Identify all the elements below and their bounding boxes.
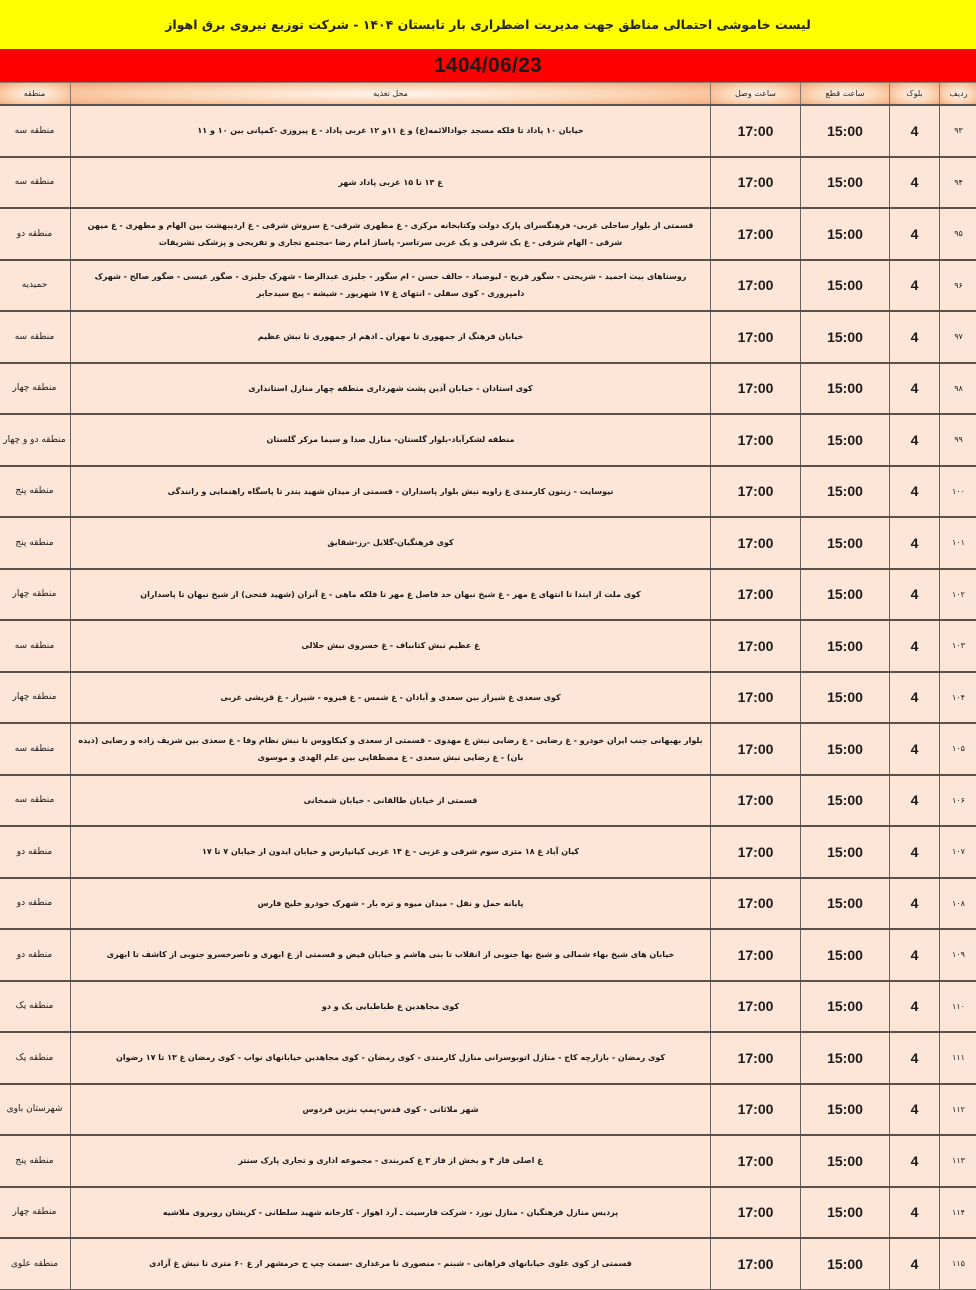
- zone-cell: منطقه دو و چهار: [0, 414, 71, 466]
- zone-cell: منطقه دو: [0, 929, 71, 981]
- zone-cell: منطقه دو: [0, 826, 71, 878]
- zone-cell: منطقه چهار: [0, 363, 71, 415]
- zone-cell: منطقه سه: [0, 723, 71, 775]
- cut-time-cell: 15:00: [801, 105, 890, 157]
- row-number-cell: ۹۶: [940, 260, 976, 312]
- block-cell: 4: [890, 672, 940, 724]
- schedule-date: 1404/06/23: [434, 54, 542, 78]
- location-cell: غ ۱۳ تا ۱۵ غربی پاداد شهر: [71, 157, 711, 209]
- cut-time-cell: 15:00: [801, 517, 890, 569]
- table-row: [0, 620, 976, 672]
- cut-time-cell: 15:00: [801, 620, 890, 672]
- location-cell: خیابان ۱۰ پاداد تا فلکه مسجد جوادالائمه(ع) و غ ۱۱و ۱۲ غربی پاداد - غ پیروزی -کمپانی بین ۱۰ و ۱۱: [71, 105, 711, 157]
- block-cell: 4: [890, 723, 940, 775]
- cut-time-cell: 15:00: [801, 1084, 890, 1136]
- location-cell: پردیس منازل فرهنگیان - منازل نورد - شرکت فارسیت ـ آرد اهواز - کارخانه شهید سلطانی - کریشان روبروی ملاشیه: [71, 1187, 711, 1239]
- table-row: [0, 363, 976, 415]
- location-cell: قسمتی از کوی علوی خیابانهای فراهانی - شبنم - منصوری تا مرغداری -سمت چپ ج خرمشهر از غ ۶۰ متری تا نبش غ آزادی: [71, 1238, 711, 1289]
- table-row: [0, 723, 976, 775]
- cut-time-cell: 15:00: [801, 260, 890, 312]
- table-row: [0, 157, 976, 209]
- zone-cell: منطقه دو: [0, 208, 71, 260]
- row-number-cell: ۱۰۱: [940, 517, 976, 569]
- zone-cell: منطقه سه: [0, 620, 71, 672]
- row-number-cell: ۱۰۶: [940, 775, 976, 827]
- block-cell: 4: [890, 157, 940, 209]
- zone-cell: منطقه یک: [0, 1032, 71, 1084]
- block-cell: 4: [890, 363, 940, 415]
- row-number-cell: ۱۱۱: [940, 1032, 976, 1084]
- block-cell: 4: [890, 260, 940, 312]
- location-cell: روستاهای بیت احمید - شریحتی - سگور فریح - لیوصیاد - حالف حسن - ام سگور - جلیزی عبدالرضا - شهرک جلیزی - صگور عیسی - صگور صالح - شهرک دامپروری - کوی سفلی - انتهای غ ۱۷ شهریور - شیشه - پیچ سیدجابر: [71, 260, 711, 312]
- zone-cell: شهرستان باوی: [0, 1084, 71, 1136]
- connect-time-cell: 17:00: [711, 1187, 801, 1239]
- location-cell: خیابان های شیخ بهاء شمالی و شیخ بها جنوبی از انقلاب تا بنی هاشم و خیابان فیض و قسمتی از غ ابهری و ناصرخسرو جنوبی از کاشف تا ابهری: [71, 929, 711, 981]
- connect-time-cell: 17:00: [711, 1032, 801, 1084]
- table-row: [0, 105, 976, 157]
- cut-time-cell: 15:00: [801, 878, 890, 930]
- connect-time-cell: 17:00: [711, 466, 801, 518]
- table-row: [0, 878, 976, 930]
- table-row: [0, 1187, 976, 1239]
- row-number-cell: ۱۰۷: [940, 826, 976, 878]
- connect-time-cell: 17:00: [711, 775, 801, 827]
- zone-cell: منطقه چهار: [0, 1187, 71, 1239]
- location-cell: قسمتی از بلوار ساحلی غربی- فرهنگسرای پارک دولت وکتابخانه مرکزی - غ مطهری شرقی- غ سروش شرقی - غ اردیبهشت بین الهام و مطهری - غ میهن شرقی - الهام شرقی - غ یک شرقی و یک غربی سرتاسر- پاساژ امام رضا -مجتمع تجاری و تفریحی و پزشکی تشریفات: [71, 208, 711, 260]
- connect-time-cell: 17:00: [711, 723, 801, 775]
- connect-time-cell: 17:00: [711, 1135, 801, 1187]
- row-number-cell: ۱۰۰: [940, 466, 976, 518]
- cut-time-cell: 15:00: [801, 1187, 890, 1239]
- row-number-cell: ۱۱۲: [940, 1084, 976, 1136]
- zone-cell: منطقه چهار: [0, 672, 71, 724]
- block-cell: 4: [890, 1084, 940, 1136]
- location-cell: کوی رمضان - بازارچه کاج - منازل اتوبوسرانی منازل کارمندی - کوی رمضان - کوی مجاهدین خیابانهای نواب - کوی رمضان غ ۱۳ تا ۱۷ رضوان: [71, 1032, 711, 1084]
- connect-time-cell: 17:00: [711, 569, 801, 621]
- row-number-cell: ۹۷: [940, 311, 976, 363]
- document-title: لیست خاموشی احتمالی مناطق جهت مدیریت اضطراری بار تابستان ۱۴۰۴ - شرکت توزیع نیروی برق اهواز: [165, 17, 811, 32]
- row-number-cell: ۱۰۵: [940, 723, 976, 775]
- block-cell: 4: [890, 1135, 940, 1187]
- zone-cell: منطقه پنج: [0, 466, 71, 518]
- table-row: [0, 1238, 976, 1289]
- connect-time-cell: 17:00: [711, 517, 801, 569]
- zone-cell: منطقه دو: [0, 878, 71, 930]
- location-cell: غ عظیم نبش کتانباف - غ خسروی نبش حلالی: [71, 620, 711, 672]
- header-location: محل تغذیه: [71, 83, 711, 106]
- location-cell: نیوسایت - زیتون کارمندی غ زاویه نبش بلوار پاسداران - قسمتی از میدان شهید بندر تا پاسگاه راهنمایی و رانندگی: [71, 466, 711, 518]
- cut-time-cell: 15:00: [801, 208, 890, 260]
- cut-time-cell: 15:00: [801, 466, 890, 518]
- row-number-cell: ۹۳: [940, 105, 976, 157]
- connect-time-cell: 17:00: [711, 311, 801, 363]
- connect-time-cell: 17:00: [711, 260, 801, 312]
- table-row: [0, 414, 976, 466]
- location-cell: کوی استادان - خیابان آذین پشت شهرداری منطقه چهار منازل استانداری: [71, 363, 711, 415]
- table-row: [0, 826, 976, 878]
- cut-time-cell: 15:00: [801, 929, 890, 981]
- date-bar: [0, 49, 976, 82]
- row-number-cell: ۹۹: [940, 414, 976, 466]
- cut-time-cell: 15:00: [801, 1135, 890, 1187]
- block-cell: 4: [890, 517, 940, 569]
- cut-time-cell: 15:00: [801, 672, 890, 724]
- location-cell: خیابان فرهنگ از جمهوری تا مهران ـ ادهم از جمهوری تا نبش عظیم: [71, 311, 711, 363]
- block-cell: 4: [890, 1032, 940, 1084]
- table-row: [0, 466, 976, 518]
- location-cell: پایانه حمل و نقل - میدان میوه و تره بار - شهرک خودرو خلیج فارس: [71, 878, 711, 930]
- table-row: [0, 929, 976, 981]
- table-row: [0, 981, 976, 1033]
- block-cell: 4: [890, 929, 940, 981]
- row-number-cell: ۹۸: [940, 363, 976, 415]
- cut-time-cell: 15:00: [801, 414, 890, 466]
- connect-time-cell: 17:00: [711, 208, 801, 260]
- connect-time-cell: 17:00: [711, 878, 801, 930]
- block-cell: 4: [890, 311, 940, 363]
- cut-time-cell: 15:00: [801, 569, 890, 621]
- connect-time-cell: 17:00: [711, 105, 801, 157]
- location-cell: کوی فرهنگیان-گلایل -رز-شقایق: [71, 517, 711, 569]
- block-cell: 4: [890, 208, 940, 260]
- location-cell: بلوار بهبهانی جنب ایران خودرو - غ رضایی - غ رضایی نبش غ مهدوی - قسمتی از سعدی و کیکاووس تا نبش نظام وفا - غ سعدی بین شریف زاده و رضایی (دیده بان) - غ رضایی نبش سعدی - غ مصطفایی بین علم الهدی و موسوی: [71, 723, 711, 775]
- header-cut-time: ساعت قطع: [801, 83, 890, 106]
- block-cell: 4: [890, 414, 940, 466]
- block-cell: 4: [890, 1187, 940, 1239]
- outage-schedule-table: [0, 82, 976, 1290]
- table-row: [0, 569, 976, 621]
- row-number-cell: ۱۱۵: [940, 1238, 976, 1289]
- block-cell: 4: [890, 620, 940, 672]
- cut-time-cell: 15:00: [801, 1238, 890, 1289]
- location-cell: کوی مجاهدین غ طباطبایی یک و دو: [71, 981, 711, 1033]
- zone-cell: حمیدیه: [0, 260, 71, 312]
- table-row: [0, 1135, 976, 1187]
- zone-cell: منطقه سه: [0, 157, 71, 209]
- row-number-cell: ۱۰۴: [940, 672, 976, 724]
- row-number-cell: ۱۰۳: [940, 620, 976, 672]
- zone-cell: منطقه سه: [0, 311, 71, 363]
- block-cell: 4: [890, 1238, 940, 1289]
- cut-time-cell: 15:00: [801, 981, 890, 1033]
- table-row: [0, 517, 976, 569]
- cut-time-cell: 15:00: [801, 723, 890, 775]
- cut-time-cell: 15:00: [801, 826, 890, 878]
- connect-time-cell: 17:00: [711, 620, 801, 672]
- zone-cell: منطقه یک: [0, 981, 71, 1033]
- zone-cell: منطقه پنج: [0, 1135, 71, 1187]
- table-row: [0, 260, 976, 312]
- block-cell: 4: [890, 105, 940, 157]
- header-connect-time: ساعت وصل: [711, 83, 801, 106]
- location-cell: غ اصلی فاز ۴ و بخش از فاز ۳ غ کمربندی - مجموعه اداری و تجاری پارک سنتر: [71, 1135, 711, 1187]
- row-number-cell: ۱۰۸: [940, 878, 976, 930]
- table-row: [0, 208, 976, 260]
- location-cell: کوی سعدی غ شیراز بین سعدی و آبادان - غ شمس - غ فیروه - شیراز - غ قریشی غربی: [71, 672, 711, 724]
- document-title-bar: [0, 0, 976, 50]
- zone-cell: منطقه چهار: [0, 569, 71, 621]
- cut-time-cell: 15:00: [801, 775, 890, 827]
- block-cell: 4: [890, 466, 940, 518]
- cut-time-cell: 15:00: [801, 363, 890, 415]
- table-header-row: [0, 83, 976, 106]
- zone-cell: منطقه پنج: [0, 517, 71, 569]
- cut-time-cell: 15:00: [801, 1032, 890, 1084]
- cut-time-cell: 15:00: [801, 157, 890, 209]
- header-row-number: ردیف: [940, 83, 976, 106]
- table-row: [0, 1084, 976, 1136]
- table-row: [0, 311, 976, 363]
- location-cell: کیان آباد غ ۱۸ متری سوم شرقی و غربی - غ ۱۴ غربی کیانپارس و خیابان ایدون از خیابان ۷ تا ۱۷: [71, 826, 711, 878]
- header-zone: منطقه: [0, 83, 71, 106]
- row-number-cell: ۹۴: [940, 157, 976, 209]
- connect-time-cell: 17:00: [711, 363, 801, 415]
- row-number-cell: ۱۱۴: [940, 1187, 976, 1239]
- connect-time-cell: 17:00: [711, 414, 801, 466]
- block-cell: 4: [890, 981, 940, 1033]
- connect-time-cell: 17:00: [711, 981, 801, 1033]
- row-number-cell: ۱۰۹: [940, 929, 976, 981]
- location-cell: کوی ملت از ابتدا تا انتهای غ مهر - غ شیخ نبهان حد فاصل غ مهر تا فلکه ماهی - غ آنزان (شهید فتحی) از شیخ نبهان تا پاسداران: [71, 569, 711, 621]
- table-row: [0, 672, 976, 724]
- connect-time-cell: 17:00: [711, 1084, 801, 1136]
- table-row: [0, 1032, 976, 1084]
- location-cell: شهر ملاثانی - کوی قدس-پمپ بنزین فردوس: [71, 1084, 711, 1136]
- connect-time-cell: 17:00: [711, 1238, 801, 1289]
- connect-time-cell: 17:00: [711, 672, 801, 724]
- location-cell: منطقه لشکرآباد-بلوار گلستان- منازل صدا و سیما مرکز گلستان: [71, 414, 711, 466]
- zone-cell: منطقه سه: [0, 775, 71, 827]
- table-row: [0, 775, 976, 827]
- connect-time-cell: 17:00: [711, 157, 801, 209]
- connect-time-cell: 17:00: [711, 826, 801, 878]
- block-cell: 4: [890, 826, 940, 878]
- zone-cell: منطقه علوی: [0, 1238, 71, 1289]
- location-cell: قسمتی از خیابان طالقانی - خیابان شمخانی: [71, 775, 711, 827]
- zone-cell: منطقه سه: [0, 105, 71, 157]
- connect-time-cell: 17:00: [711, 929, 801, 981]
- block-cell: 4: [890, 569, 940, 621]
- row-number-cell: ۹۵: [940, 208, 976, 260]
- block-cell: 4: [890, 775, 940, 827]
- row-number-cell: ۱۰۲: [940, 569, 976, 621]
- cut-time-cell: 15:00: [801, 311, 890, 363]
- header-block: بلوک: [890, 83, 940, 106]
- block-cell: 4: [890, 878, 940, 930]
- row-number-cell: ۱۱۳: [940, 1135, 976, 1187]
- row-number-cell: ۱۱۰: [940, 981, 976, 1033]
